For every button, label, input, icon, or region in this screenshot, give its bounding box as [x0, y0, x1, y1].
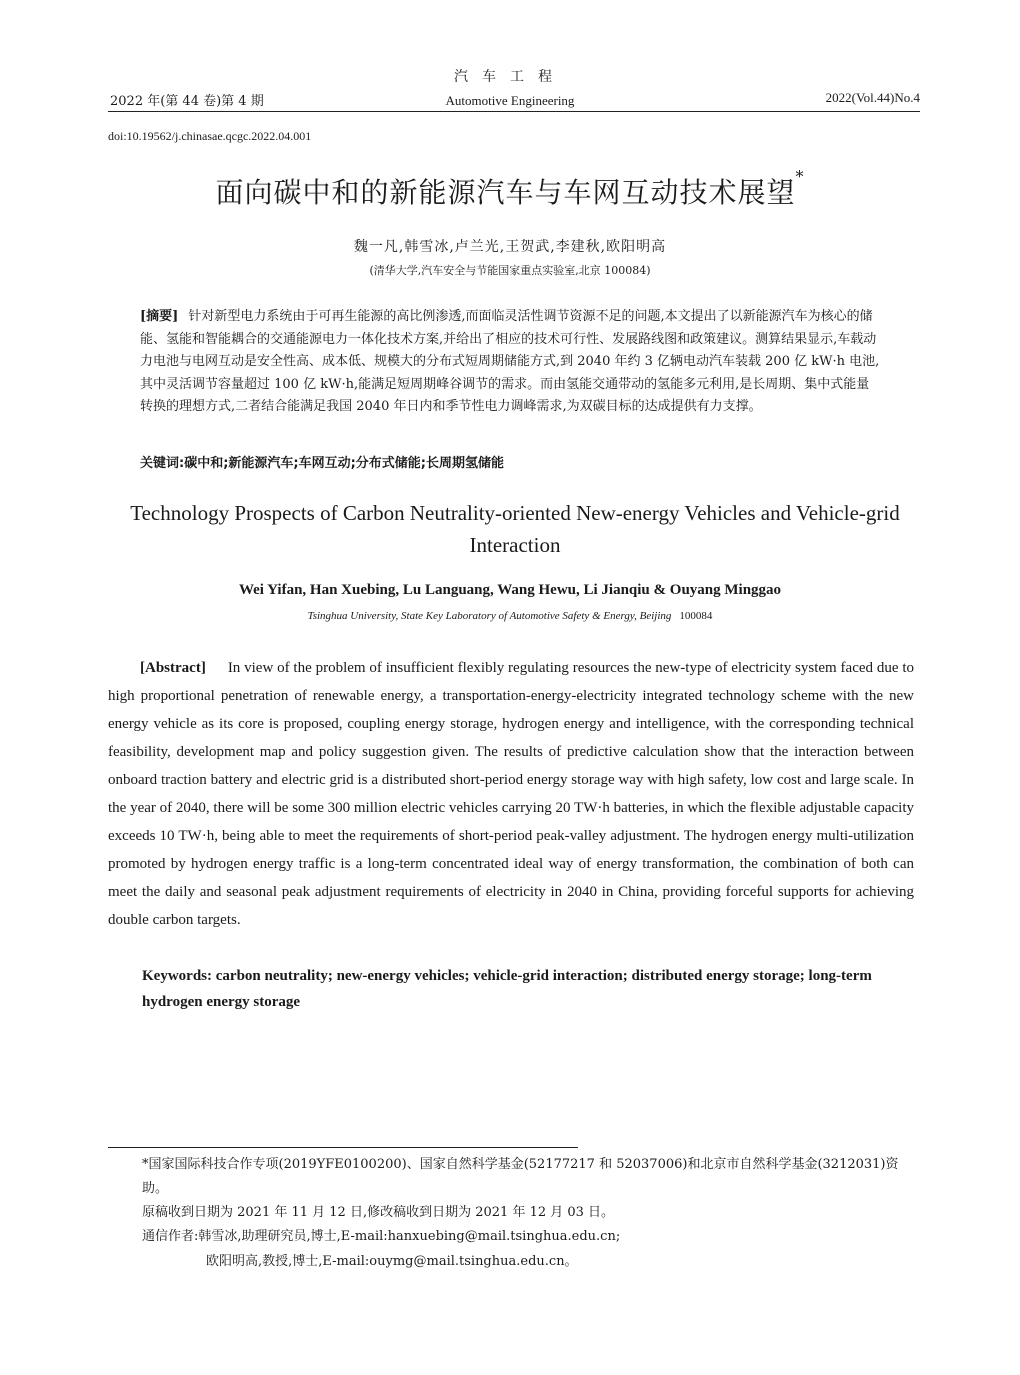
- doi[interactable]: doi:10.19562/j.chinasae.qcgc.2022.04.001: [108, 129, 312, 143]
- journal-name-cn: 汽车工程: [454, 69, 566, 85]
- funding-footnote-mark: *: [795, 167, 805, 186]
- affiliation-cn: (清华大学,汽车安全与节能国家重点实验室,北京 100084): [369, 264, 651, 277]
- paper-title-en: Technology Prospects of Carbon Neutrality-oriented New-energy Vehicles and Vehicle-grid Interaction: [130, 501, 900, 557]
- paper-title-cn-text: 面向碳中和的新能源汽车与车网互动技术展望: [215, 176, 796, 209]
- footnote-corresponding-2: 欧阳明高,教授,博士,E-mail:ouymg@mail.tsinghua.edu.cn。: [206, 1254, 578, 1269]
- keywords-en-label: Keywords:: [142, 968, 212, 984]
- issue-info-cn: 2022 年(第 44 卷)第 4 期: [110, 94, 264, 109]
- abstract-cn-label: [摘要]: [140, 309, 179, 324]
- journal-name-en: Automotive Engineering: [445, 93, 575, 108]
- affiliation-en: [0, 610, 1020, 622]
- affiliation-en-zip: 100084: [679, 610, 713, 622]
- keywords-en-terms: carbon neutrality; new-energy vehicles; vehicle-grid interaction; distributed energy storage; long-term hydrogen energy storage: [142, 968, 872, 1010]
- abstract-en: [108, 654, 914, 934]
- header-rule: [108, 111, 920, 112]
- affiliation-en-text: Tsinghua University, State Key Laboratory of Automotive Safety & Energy, Beijing: [307, 610, 672, 622]
- abstract-cn-text: 针对新型电力系统由于可再生能源的高比例渗透,而面临灵活性调节资源不足的问题,本文提出了以新能源汽车为核心的储能、氢能和智能耦合的交通能源电力一体化技术方案,并给出了相应的技术可行性、发展路线图和政策建议。测算结果显示,车载动力电池与电网互动是安全性高、成本低、规模大的分布式短周期储能方式,到 2040 年约 3 亿辆电动汽车装载 200 亿 kW·h 电池,其中灵活调节容量超过 100 亿 kW·h,能满足短周期峰谷调节的需求。而由氢能交通带动的氢能多元利用,是长周期、集中式能量转换的理想方式,二者结合能满足我国 2040 年日内和季节性电力调峰需求,为双碳目标的达成提供有力支撑。: [140, 309, 880, 414]
- footnote-rule: [108, 1147, 578, 1148]
- abstract-en-label: [Abstract]: [140, 660, 206, 676]
- issue-info-en: 2022(Vol.44)No.4: [825, 90, 920, 105]
- abstract-cn: [140, 306, 880, 419]
- footnote-received: 原稿收到日期为 2021 年 11 月 12 日,修改稿收到日期为 2021 年 12 月 03 日。: [142, 1205, 615, 1220]
- footnote-corresponding-1: 通信作者:韩雪冰,助理研究员,博士,E-mail:hanxuebing@mail.tsinghua.edu.cn;: [142, 1229, 621, 1244]
- keywords-cn: 关键词:碳中和;新能源汽车;车网互动;分布式储能;长周期氢储能: [140, 456, 504, 471]
- footnote-funding: *国家国际科技合作专项(2019YFE0100200)、国家自然科学基金(52177217 和 52037006)和北京市自然科学基金(3212031)资助。: [142, 1157, 899, 1196]
- paper-title-cn: [0, 167, 1020, 211]
- authors-cn: 魏一凡,韩雪冰,卢兰光,王贺武,李建秋,欧阳明高: [353, 239, 667, 255]
- abstract-en-text: In view of the problem of insufficient flexibly regulating resources the new-type of electricity system faced due to high proportional penetration of renewable energy, a transportation-energy-electricity integrated technology scheme with the new energy vehicle as its core is proposed, coupling energy storage, hydrogen energy and intelligence, with the corresponding technical feasibility, development map and policy suggestion given. The results of predictive calculation show that the interaction between onboard traction battery and electric grid is a distributed short-period energy storage way with high safety, low cost and large scale. In the year of 2040, there will be some 300 million electric vehicles carrying 20 TW·h batteries, in which the flexible adjustable capacity exceeds 10 TW·h, being able to meet the requirements of short-period peak-valley adjustment. The hydrogen energy multi-utilization promoted by hydrogen energy traffic is a long-term concentrated ideal way of energy transformation, the combination of both can meet the daily and seasonal peak adjustment requirements of electricity in 2040 in China, providing forceful supports for achieving double carbon targets.: [108, 660, 914, 928]
- authors-en: Wei Yifan, Han Xuebing, Lu Languang, Wang Hewu, Li Jianqiu & Ouyang Minggao: [238, 582, 782, 598]
- keywords-en: [142, 963, 914, 1015]
